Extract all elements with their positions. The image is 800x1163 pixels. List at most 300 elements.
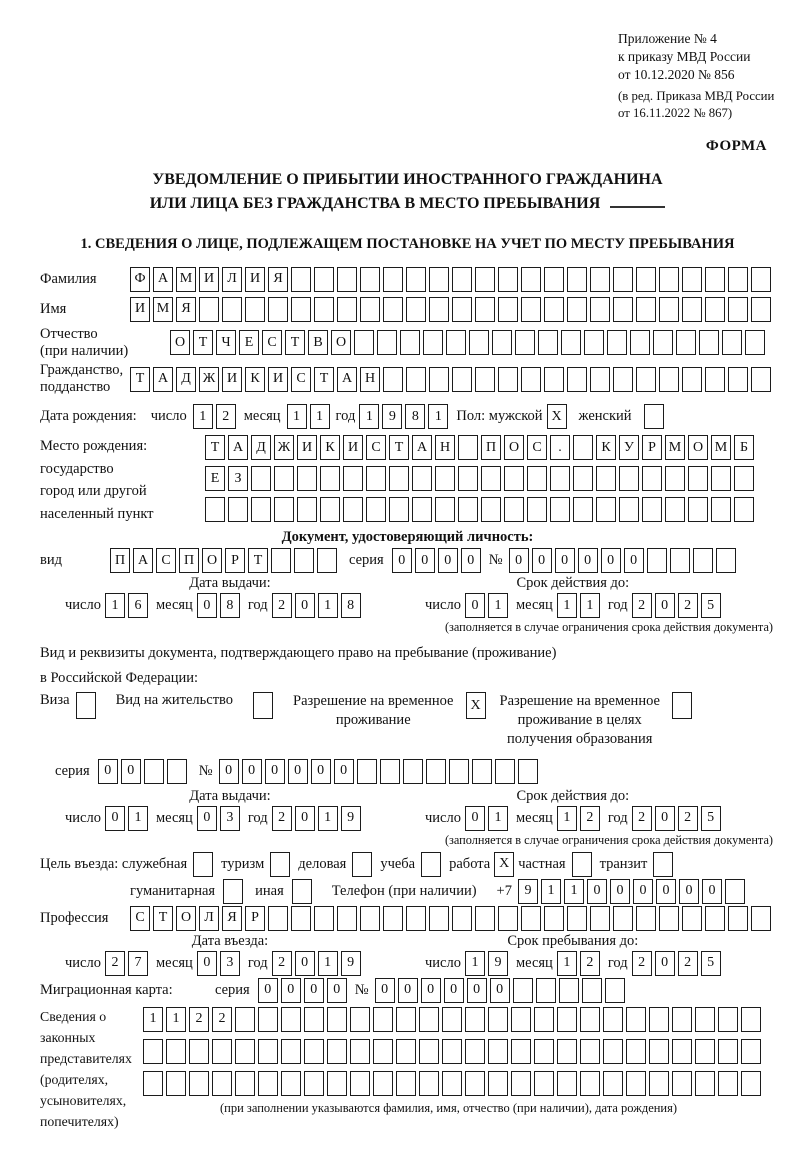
char-cell[interactable] — [253, 692, 273, 719]
char-cell[interactable] — [613, 297, 633, 322]
char-cell[interactable] — [291, 297, 311, 322]
char-cell[interactable] — [567, 267, 587, 292]
char-cell[interactable]: С — [130, 906, 150, 931]
char-cell[interactable]: 1 — [193, 404, 213, 429]
char-cell[interactable]: 1 — [318, 593, 338, 618]
char-cell[interactable] — [403, 759, 423, 784]
char-cell[interactable] — [429, 367, 449, 392]
char-cell[interactable]: 0 — [555, 548, 575, 573]
char-cell[interactable]: М — [665, 435, 685, 460]
char-cell[interactable] — [281, 1007, 301, 1032]
char-cell[interactable] — [144, 759, 164, 784]
char-cell[interactable] — [557, 1071, 577, 1096]
char-cell[interactable] — [653, 852, 673, 877]
char-cell[interactable]: О — [688, 435, 708, 460]
char-cell[interactable] — [672, 1039, 692, 1064]
char-cell[interactable] — [320, 497, 340, 522]
char-cell[interactable]: Ж — [199, 367, 219, 392]
char-cell[interactable] — [619, 497, 639, 522]
char-cell[interactable] — [718, 1071, 738, 1096]
char-cell[interactable] — [442, 1007, 462, 1032]
char-cell[interactable] — [488, 1039, 508, 1064]
char-cell[interactable]: 1 — [541, 879, 561, 904]
char-cell[interactable] — [538, 330, 558, 355]
char-cell[interactable] — [613, 906, 633, 931]
char-cell[interactable] — [682, 267, 702, 292]
char-cell[interactable]: 0 — [265, 759, 285, 784]
char-cell[interactable]: 1 — [105, 593, 125, 618]
char-cell[interactable] — [222, 297, 242, 322]
char-cell[interactable] — [406, 367, 426, 392]
char-cell[interactable]: X — [547, 404, 567, 429]
char-cell[interactable] — [688, 466, 708, 491]
char-cell[interactable] — [711, 497, 731, 522]
char-cell[interactable] — [705, 297, 725, 322]
char-cell[interactable]: 2 — [580, 951, 600, 976]
char-cell[interactable]: 1 — [318, 806, 338, 831]
char-cell[interactable] — [458, 435, 478, 460]
char-cell[interactable] — [511, 1007, 531, 1032]
char-cell[interactable] — [337, 906, 357, 931]
char-cell[interactable]: 7 — [128, 951, 148, 976]
char-cell[interactable] — [580, 1007, 600, 1032]
char-cell[interactable] — [435, 497, 455, 522]
char-cell[interactable] — [636, 367, 656, 392]
char-cell[interactable]: Т — [314, 367, 334, 392]
char-cell[interactable]: 1 — [488, 806, 508, 831]
char-cell[interactable]: 0 — [461, 548, 481, 573]
char-cell[interactable]: 1 — [564, 879, 584, 904]
char-cell[interactable] — [659, 367, 679, 392]
char-cell[interactable] — [619, 466, 639, 491]
char-cell[interactable]: М — [711, 435, 731, 460]
char-cell[interactable] — [442, 1039, 462, 1064]
char-cell[interactable]: 1 — [557, 951, 577, 976]
char-cell[interactable]: 5 — [701, 806, 721, 831]
char-cell[interactable]: С — [366, 435, 386, 460]
char-cell[interactable]: Е — [205, 466, 225, 491]
char-cell[interactable] — [498, 267, 518, 292]
char-cell[interactable] — [357, 759, 377, 784]
char-cell[interactable] — [741, 1039, 761, 1064]
char-cell[interactable]: Ф — [130, 267, 150, 292]
char-cell[interactable] — [314, 267, 334, 292]
char-cell[interactable]: 0 — [98, 759, 118, 784]
char-cell[interactable] — [716, 548, 736, 573]
char-cell[interactable]: 0 — [327, 978, 347, 1003]
char-cell[interactable] — [475, 267, 495, 292]
char-cell[interactable] — [544, 297, 564, 322]
char-cell[interactable] — [291, 267, 311, 292]
char-cell[interactable] — [251, 497, 271, 522]
char-cell[interactable]: Ч — [216, 330, 236, 355]
char-cell[interactable] — [642, 466, 662, 491]
char-cell[interactable]: 2 — [580, 806, 600, 831]
char-cell[interactable]: Б — [734, 435, 754, 460]
char-cell[interactable] — [429, 267, 449, 292]
char-cell[interactable]: Н — [435, 435, 455, 460]
char-cell[interactable] — [452, 267, 472, 292]
char-cell[interactable] — [590, 906, 610, 931]
char-cell[interactable] — [481, 497, 501, 522]
char-cell[interactable]: Т — [285, 330, 305, 355]
char-cell[interactable]: Д — [251, 435, 271, 460]
char-cell[interactable] — [613, 267, 633, 292]
char-cell[interactable] — [212, 1039, 232, 1064]
char-cell[interactable] — [636, 297, 656, 322]
char-cell[interactable] — [373, 1039, 393, 1064]
char-cell[interactable]: А — [153, 267, 173, 292]
char-cell[interactable] — [258, 1039, 278, 1064]
char-cell[interactable] — [223, 879, 243, 904]
char-cell[interactable] — [488, 1071, 508, 1096]
char-cell[interactable] — [429, 906, 449, 931]
char-cell[interactable]: 2 — [212, 1007, 232, 1032]
char-cell[interactable] — [383, 267, 403, 292]
char-cell[interactable]: 0 — [197, 806, 217, 831]
char-cell[interactable]: 0 — [601, 548, 621, 573]
char-cell[interactable]: П — [110, 548, 130, 573]
char-cell[interactable]: 0 — [121, 759, 141, 784]
char-cell[interactable]: Р — [245, 906, 265, 931]
char-cell[interactable]: И — [297, 435, 317, 460]
char-cell[interactable]: 2 — [632, 593, 652, 618]
char-cell[interactable] — [268, 906, 288, 931]
char-cell[interactable] — [649, 1039, 669, 1064]
char-cell[interactable]: 0 — [197, 951, 217, 976]
char-cell[interactable] — [452, 367, 472, 392]
char-cell[interactable] — [561, 330, 581, 355]
char-cell[interactable] — [327, 1007, 347, 1032]
char-cell[interactable] — [360, 267, 380, 292]
char-cell[interactable] — [751, 367, 771, 392]
char-cell[interactable]: 0 — [587, 879, 607, 904]
char-cell[interactable] — [449, 759, 469, 784]
char-cell[interactable] — [465, 1007, 485, 1032]
char-cell[interactable] — [245, 297, 265, 322]
char-cell[interactable] — [741, 1007, 761, 1032]
char-cell[interactable] — [396, 1007, 416, 1032]
char-cell[interactable]: 2 — [272, 593, 292, 618]
char-cell[interactable] — [603, 1071, 623, 1096]
char-cell[interactable] — [582, 978, 602, 1003]
char-cell[interactable] — [212, 1071, 232, 1096]
char-cell[interactable]: 0 — [242, 759, 262, 784]
char-cell[interactable] — [590, 367, 610, 392]
char-cell[interactable] — [705, 367, 725, 392]
char-cell[interactable] — [304, 1039, 324, 1064]
char-cell[interactable] — [626, 1039, 646, 1064]
char-cell[interactable]: 2 — [678, 951, 698, 976]
char-cell[interactable]: 2 — [632, 806, 652, 831]
char-cell[interactable]: 0 — [509, 548, 529, 573]
char-cell[interactable] — [189, 1039, 209, 1064]
char-cell[interactable] — [452, 906, 472, 931]
char-cell[interactable] — [605, 978, 625, 1003]
char-cell[interactable] — [745, 330, 765, 355]
char-cell[interactable]: П — [481, 435, 501, 460]
char-cell[interactable] — [314, 906, 334, 931]
char-cell[interactable] — [270, 852, 290, 877]
char-cell[interactable]: 0 — [656, 879, 676, 904]
char-cell[interactable]: 0 — [304, 978, 324, 1003]
char-cell[interactable]: О — [170, 330, 190, 355]
char-cell[interactable] — [665, 497, 685, 522]
char-cell[interactable] — [400, 330, 420, 355]
char-cell[interactable] — [672, 692, 692, 719]
char-cell[interactable] — [472, 759, 492, 784]
char-cell[interactable] — [725, 879, 745, 904]
char-cell[interactable] — [544, 267, 564, 292]
char-cell[interactable]: Н — [360, 367, 380, 392]
char-cell[interactable]: А — [228, 435, 248, 460]
char-cell[interactable] — [603, 1039, 623, 1064]
char-cell[interactable] — [343, 466, 363, 491]
char-cell[interactable] — [343, 497, 363, 522]
char-cell[interactable] — [435, 466, 455, 491]
char-cell[interactable] — [268, 297, 288, 322]
char-cell[interactable]: А — [412, 435, 432, 460]
char-cell[interactable]: И — [222, 367, 242, 392]
char-cell[interactable]: 1 — [318, 951, 338, 976]
char-cell[interactable]: 8 — [341, 593, 361, 618]
char-cell[interactable] — [741, 1071, 761, 1096]
char-cell[interactable]: Л — [199, 906, 219, 931]
char-cell[interactable] — [573, 497, 593, 522]
char-cell[interactable] — [728, 367, 748, 392]
char-cell[interactable]: 0 — [219, 759, 239, 784]
char-cell[interactable] — [294, 548, 314, 573]
char-cell[interactable]: 0 — [288, 759, 308, 784]
char-cell[interactable] — [412, 466, 432, 491]
char-cell[interactable] — [383, 367, 403, 392]
char-cell[interactable] — [504, 466, 524, 491]
char-cell[interactable]: 0 — [444, 978, 464, 1003]
char-cell[interactable]: 1 — [359, 404, 379, 429]
char-cell[interactable] — [705, 267, 725, 292]
char-cell[interactable]: 0 — [197, 593, 217, 618]
char-cell[interactable] — [693, 548, 713, 573]
char-cell[interactable]: 1 — [143, 1007, 163, 1032]
char-cell[interactable] — [676, 330, 696, 355]
char-cell[interactable] — [406, 297, 426, 322]
char-cell[interactable] — [271, 548, 291, 573]
char-cell[interactable] — [360, 297, 380, 322]
char-cell[interactable] — [607, 330, 627, 355]
char-cell[interactable]: Я — [176, 297, 196, 322]
char-cell[interactable] — [573, 435, 593, 460]
char-cell[interactable] — [596, 466, 616, 491]
char-cell[interactable]: 3 — [220, 951, 240, 976]
char-cell[interactable]: В — [308, 330, 328, 355]
char-cell[interactable]: П — [179, 548, 199, 573]
char-cell[interactable] — [573, 466, 593, 491]
char-cell[interactable] — [360, 906, 380, 931]
char-cell[interactable]: . — [550, 435, 570, 460]
char-cell[interactable]: Л — [222, 267, 242, 292]
char-cell[interactable]: 5 — [701, 593, 721, 618]
char-cell[interactable]: 0 — [295, 951, 315, 976]
char-cell[interactable] — [728, 267, 748, 292]
char-cell[interactable]: 0 — [295, 806, 315, 831]
char-cell[interactable] — [672, 1071, 692, 1096]
char-cell[interactable]: Ж — [274, 435, 294, 460]
char-cell[interactable] — [722, 330, 742, 355]
char-cell[interactable]: 0 — [281, 978, 301, 1003]
char-cell[interactable] — [665, 466, 685, 491]
char-cell[interactable]: 1 — [128, 806, 148, 831]
char-cell[interactable] — [377, 330, 397, 355]
char-cell[interactable] — [557, 1039, 577, 1064]
char-cell[interactable] — [521, 906, 541, 931]
char-cell[interactable] — [429, 297, 449, 322]
char-cell[interactable] — [649, 1007, 669, 1032]
char-cell[interactable] — [297, 497, 317, 522]
char-cell[interactable]: 9 — [382, 404, 402, 429]
char-cell[interactable] — [550, 497, 570, 522]
char-cell[interactable] — [511, 1039, 531, 1064]
char-cell[interactable] — [521, 367, 541, 392]
char-cell[interactable] — [235, 1071, 255, 1096]
char-cell[interactable]: 6 — [128, 593, 148, 618]
char-cell[interactable] — [235, 1039, 255, 1064]
char-cell[interactable] — [580, 1071, 600, 1096]
char-cell[interactable]: Р — [225, 548, 245, 573]
char-cell[interactable]: 0 — [679, 879, 699, 904]
char-cell[interactable] — [567, 906, 587, 931]
char-cell[interactable]: 2 — [678, 593, 698, 618]
char-cell[interactable] — [143, 1071, 163, 1096]
char-cell[interactable]: 2 — [272, 806, 292, 831]
char-cell[interactable] — [734, 497, 754, 522]
char-cell[interactable]: 0 — [532, 548, 552, 573]
char-cell[interactable] — [419, 1039, 439, 1064]
char-cell[interactable]: А — [133, 548, 153, 573]
char-cell[interactable] — [292, 879, 312, 904]
char-cell[interactable] — [559, 978, 579, 1003]
char-cell[interactable] — [718, 1039, 738, 1064]
char-cell[interactable]: 0 — [295, 593, 315, 618]
char-cell[interactable] — [751, 297, 771, 322]
char-cell[interactable] — [670, 548, 690, 573]
char-cell[interactable]: Т — [205, 435, 225, 460]
char-cell[interactable]: 2 — [105, 951, 125, 976]
char-cell[interactable]: О — [331, 330, 351, 355]
char-cell[interactable] — [534, 1071, 554, 1096]
char-cell[interactable]: С — [291, 367, 311, 392]
char-cell[interactable] — [320, 466, 340, 491]
char-cell[interactable] — [281, 1039, 301, 1064]
char-cell[interactable]: 2 — [678, 806, 698, 831]
char-cell[interactable]: Я — [222, 906, 242, 931]
char-cell[interactable] — [705, 906, 725, 931]
char-cell[interactable] — [603, 1007, 623, 1032]
char-cell[interactable] — [205, 497, 225, 522]
char-cell[interactable] — [630, 330, 650, 355]
char-cell[interactable]: 0 — [465, 593, 485, 618]
char-cell[interactable]: 9 — [518, 879, 538, 904]
char-cell[interactable] — [636, 267, 656, 292]
char-cell[interactable] — [695, 1039, 715, 1064]
char-cell[interactable] — [396, 1071, 416, 1096]
char-cell[interactable]: И — [268, 367, 288, 392]
char-cell[interactable]: С — [262, 330, 282, 355]
char-cell[interactable]: 0 — [624, 548, 644, 573]
char-cell[interactable]: 1 — [310, 404, 330, 429]
char-cell[interactable] — [228, 497, 248, 522]
char-cell[interactable] — [419, 1071, 439, 1096]
char-cell[interactable] — [647, 548, 667, 573]
char-cell[interactable] — [396, 1039, 416, 1064]
char-cell[interactable]: 0 — [655, 951, 675, 976]
char-cell[interactable] — [642, 497, 662, 522]
char-cell[interactable]: 2 — [632, 951, 652, 976]
char-cell[interactable] — [412, 497, 432, 522]
char-cell[interactable] — [258, 1071, 278, 1096]
char-cell[interactable] — [304, 1007, 324, 1032]
char-cell[interactable] — [383, 906, 403, 931]
char-cell[interactable] — [584, 330, 604, 355]
char-cell[interactable]: О — [176, 906, 196, 931]
char-cell[interactable]: Т — [248, 548, 268, 573]
char-cell[interactable] — [653, 330, 673, 355]
char-cell[interactable] — [76, 692, 96, 719]
char-cell[interactable]: 1 — [465, 951, 485, 976]
char-cell[interactable] — [695, 1007, 715, 1032]
char-cell[interactable] — [337, 267, 357, 292]
char-cell[interactable]: 9 — [488, 951, 508, 976]
char-cell[interactable] — [389, 497, 409, 522]
char-cell[interactable] — [572, 852, 592, 877]
char-cell[interactable] — [492, 330, 512, 355]
char-cell[interactable] — [659, 297, 679, 322]
char-cell[interactable] — [446, 330, 466, 355]
char-cell[interactable]: И — [245, 267, 265, 292]
char-cell[interactable]: И — [343, 435, 363, 460]
char-cell[interactable] — [728, 906, 748, 931]
char-cell[interactable] — [590, 297, 610, 322]
char-cell[interactable] — [258, 1007, 278, 1032]
char-cell[interactable]: X — [494, 852, 514, 877]
char-cell[interactable] — [274, 497, 294, 522]
char-cell[interactable]: С — [156, 548, 176, 573]
char-cell[interactable] — [383, 297, 403, 322]
char-cell[interactable]: 0 — [375, 978, 395, 1003]
char-cell[interactable] — [534, 1007, 554, 1032]
char-cell[interactable]: 0 — [465, 806, 485, 831]
char-cell[interactable] — [442, 1071, 462, 1096]
char-cell[interactable]: 5 — [701, 951, 721, 976]
char-cell[interactable] — [281, 1071, 301, 1096]
char-cell[interactable] — [406, 267, 426, 292]
char-cell[interactable] — [426, 759, 446, 784]
char-cell[interactable]: И — [130, 297, 150, 322]
char-cell[interactable] — [297, 466, 317, 491]
char-cell[interactable] — [495, 759, 515, 784]
char-cell[interactable] — [389, 466, 409, 491]
char-cell[interactable] — [644, 404, 664, 429]
char-cell[interactable]: 0 — [467, 978, 487, 1003]
char-cell[interactable]: 0 — [421, 978, 441, 1003]
char-cell[interactable] — [527, 497, 547, 522]
char-cell[interactable] — [350, 1071, 370, 1096]
char-cell[interactable]: Д — [176, 367, 196, 392]
char-cell[interactable]: У — [619, 435, 639, 460]
char-cell[interactable] — [596, 497, 616, 522]
char-cell[interactable]: К — [245, 367, 265, 392]
char-cell[interactable]: 0 — [392, 548, 412, 573]
char-cell[interactable]: О — [202, 548, 222, 573]
